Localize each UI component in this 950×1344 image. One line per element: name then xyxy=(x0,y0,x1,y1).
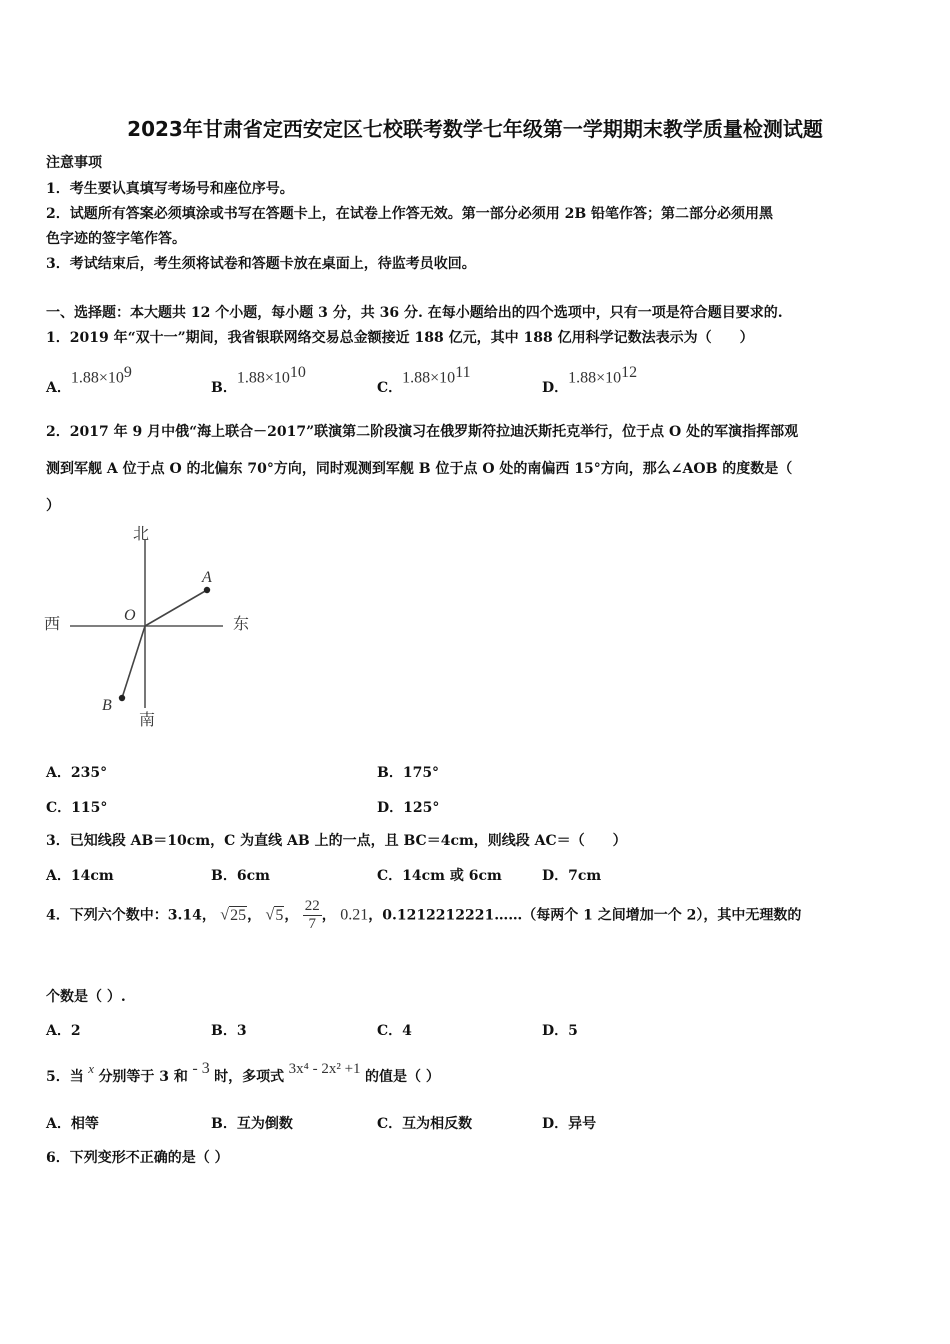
notice-line-1: 1．考生要认真填写考场号和座位序号。 xyxy=(46,181,294,197)
section-heading: 一、选择题：本大题共 12 个小题，每小题 3 分，共 36 分. 在每小题给出的四个选项中，只有一项是符合题目要求的. xyxy=(46,305,783,321)
notice-line-3: 3．考试结束后，考生须将试卷和答题卡放在桌面上，待监考员收回。 xyxy=(46,256,476,272)
compass-diagram xyxy=(40,518,270,733)
repeating-decimal: 0.21 xyxy=(340,906,369,924)
label-south: 南 xyxy=(139,710,156,729)
label-west: 西 xyxy=(44,614,61,633)
question-5-option-a: A．相等 xyxy=(46,1116,99,1132)
question-5-option-b: B．互为倒数 xyxy=(211,1116,293,1132)
question-3-option-c: C．14cm 或 6cm xyxy=(377,868,502,884)
option-a: A．$1.88\times 10^9$ xyxy=(46,364,132,396)
question-3-stem: 3．已知线段 AB＝10cm，C 为直线 AB 上的一点，且 BC＝4cm，则线段 AC＝（ ） xyxy=(46,833,627,849)
question-4-option-a: A．2 xyxy=(46,1023,81,1039)
notice-heading: 注意事项 xyxy=(46,155,102,171)
question-2-option-b: B．175° xyxy=(377,765,440,781)
label-o: O xyxy=(124,607,136,624)
question-2-line-3: ） xyxy=(46,498,60,514)
point-a xyxy=(204,587,210,593)
question-4-line-2: 个数是（ ）. xyxy=(46,989,126,1005)
label-north: 北 xyxy=(133,524,150,543)
point-b xyxy=(119,695,125,701)
option-b: B．$1.88\times 10^{10}$ xyxy=(211,364,306,396)
question-2-line-2: 测到军舰 A 位于点 O 的北偏东 70°方向，同时观测到军舰 B 位于点 O 处的南偏西 15°方向，那么∠AOB 的度数是（ xyxy=(46,461,793,477)
notice-line-2b: 色字迹的签字笔作答。 xyxy=(46,231,186,247)
question-2-option-d: D．125° xyxy=(377,800,440,816)
label-a: A xyxy=(202,569,212,586)
sqrt-25: √25 xyxy=(220,906,247,924)
notice-line-2a: 2．试题所有答案必须填涂或书写在答题卡上，在试卷上作答无效。第一部分必须用 2B 铅笔作答；第二部分必须用黑 xyxy=(46,206,774,222)
question-4-line-1: 4．下列六个数中：3.14， √25， √5， $\frac{22}{7}$ ， 0.21，0.1212212221……（每两个 1 之间增加一个 2），其中无理数的 xyxy=(46,898,802,932)
question-5-option-d: D．异号 xyxy=(542,1116,597,1132)
label-east: 东 xyxy=(233,614,250,633)
ray-ob xyxy=(122,626,145,698)
question-2-option-c: C．115° xyxy=(46,800,108,816)
question-3-option-a: A．14cm xyxy=(46,868,114,884)
question-1-stem: 1．2019 年“双十一”期间，我省银联网络交易总金额接近 188 亿元，其中 188 亿用科学记数法表示为（ ） xyxy=(46,330,754,346)
label-b: B xyxy=(102,697,112,714)
question-4-option-d: D．5 xyxy=(542,1023,578,1039)
question-4-option-c: C．4 xyxy=(377,1023,412,1039)
sqrt-5: √5 xyxy=(265,906,284,924)
question-4-option-b: B．3 xyxy=(211,1023,247,1039)
ray-oa xyxy=(145,590,207,626)
question-3-option-d: D．7cm xyxy=(542,868,602,884)
question-2-option-a: A．235° xyxy=(46,765,108,781)
question-6-stem: 6．下列变形不正确的是（ ） xyxy=(46,1150,229,1166)
question-5-stem: 5．当 x 分别等于 3 和 - 3 时，多项式 3x⁴ - 2x² +1 的值是（ ） xyxy=(46,1060,440,1085)
fraction-22-7: $\frac{22}{7}$ xyxy=(304,898,320,932)
question-5-option-c: C．互为相反数 xyxy=(377,1116,473,1132)
question-2-line-1: 2．2017 年 9 月中俄“海上联合－2017”联演第二阶段演习在俄罗斯符拉迪沃斯托克举行，位于点 O 处的军演指挥部观 xyxy=(46,424,799,440)
option-c: C．$1.88\times 10^{11}$ xyxy=(377,364,471,396)
page-title: 2023年甘肃省定西安定区七校联考数学七年级第一学期期末教学质量检测试题 xyxy=(127,117,823,141)
option-d: D．$1.88\times 10^{12}$ xyxy=(542,364,638,396)
question-3-option-b: B．6cm xyxy=(211,868,270,884)
